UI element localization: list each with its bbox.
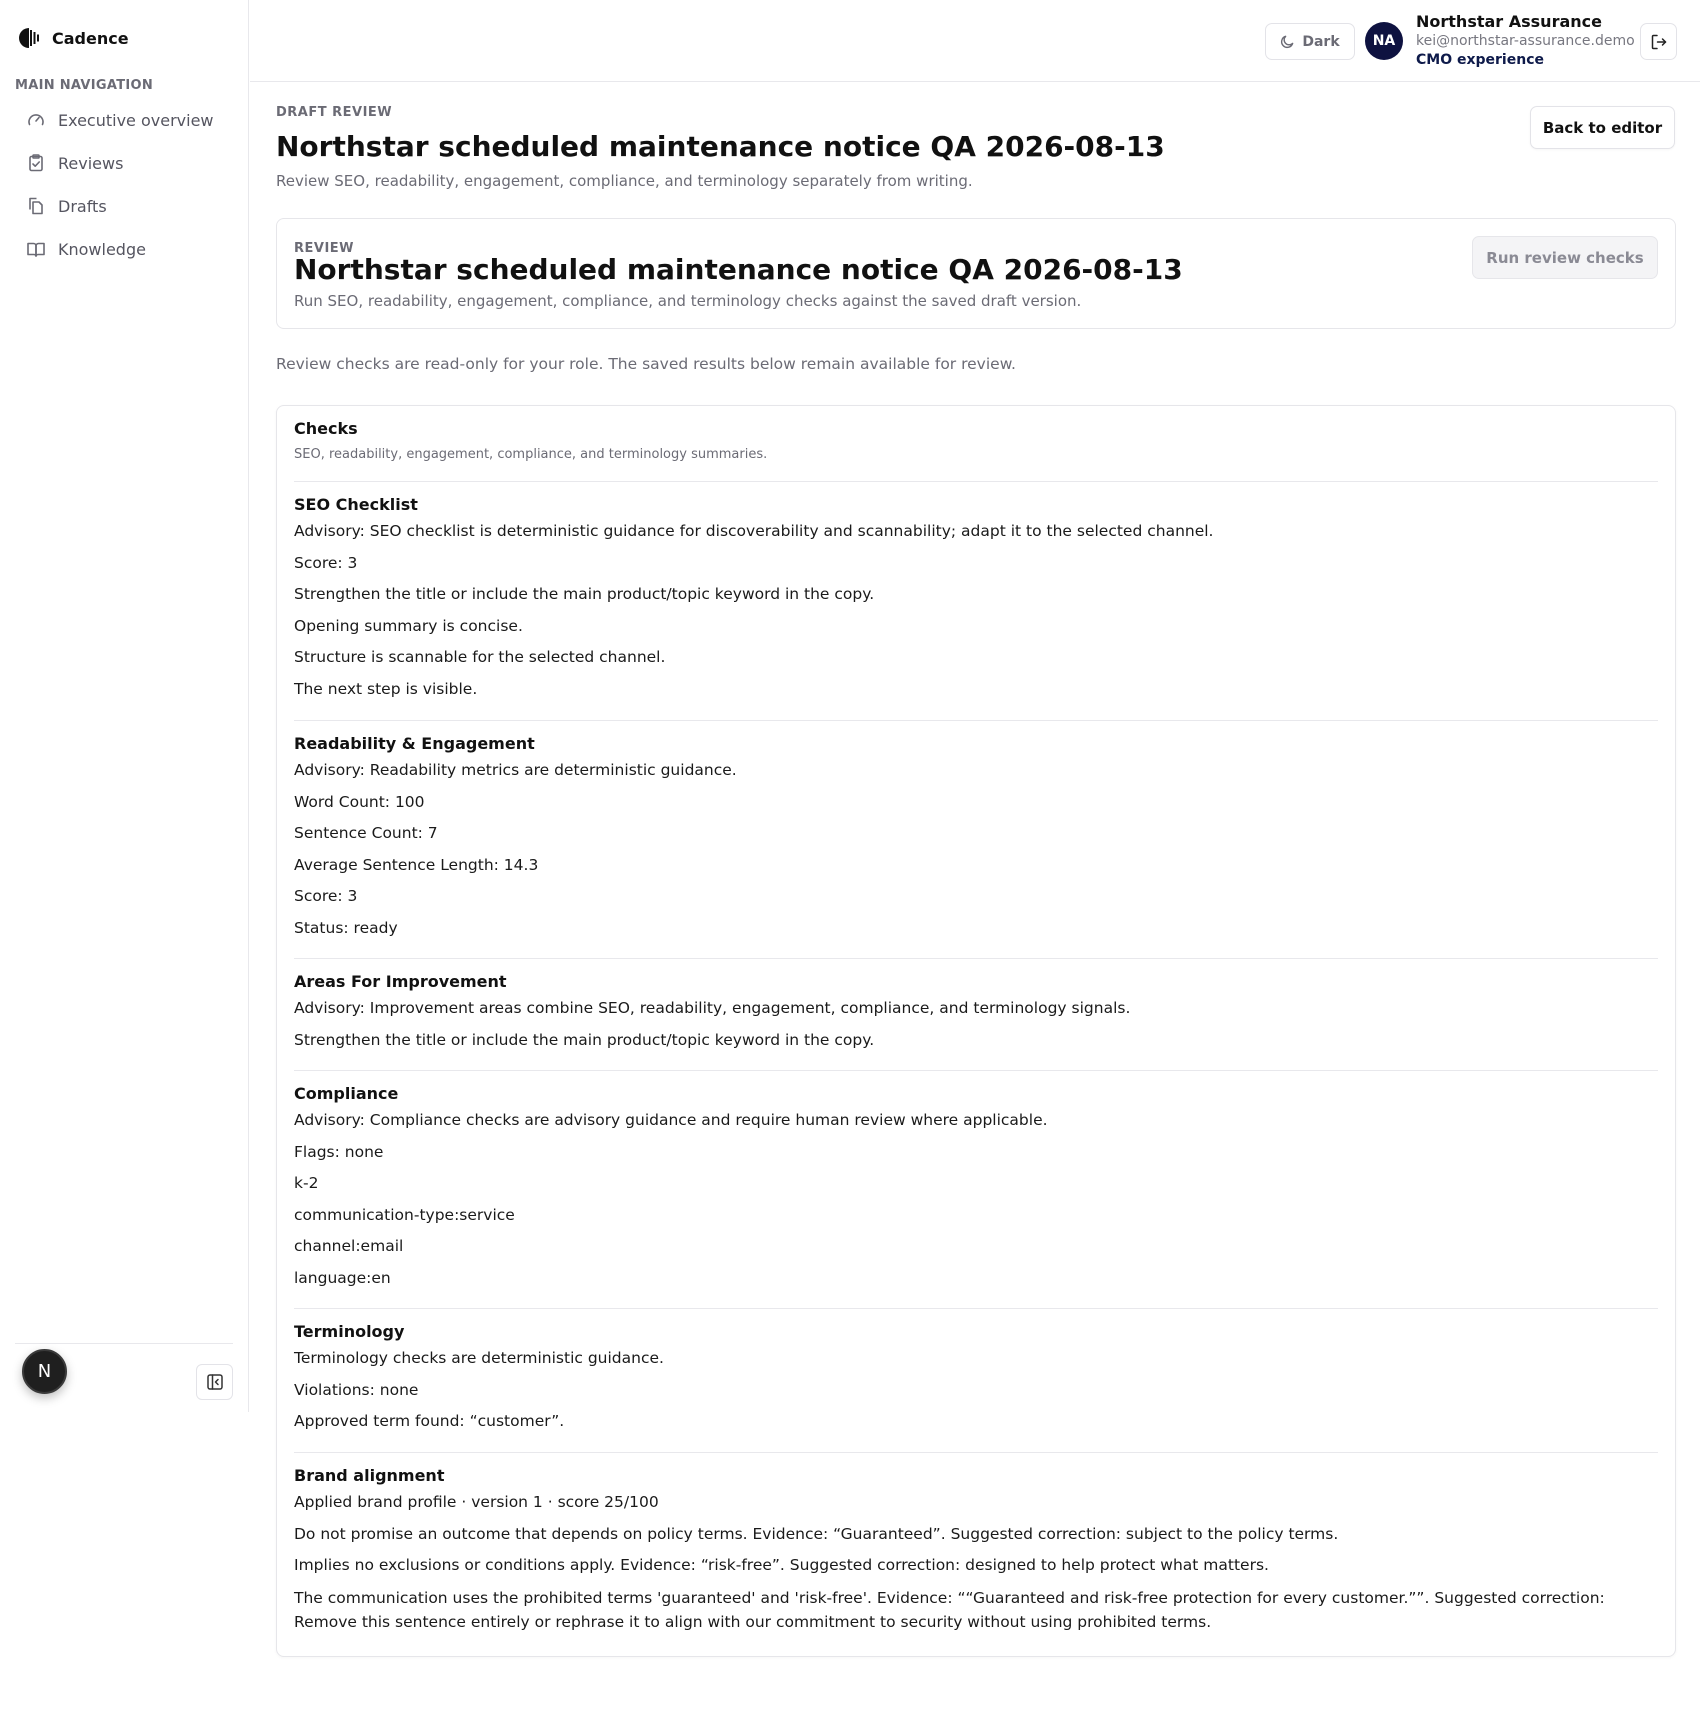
check-line: Advisory: SEO checklist is deterministic guidance for discoverability and scannability; adapt it to the selected channel.	[294, 522, 1214, 540]
compliance-section	[294, 1082, 1658, 1294]
page-eyebrow: DRAFT REVIEW	[276, 105, 393, 120]
clipboard-check-icon	[26, 153, 46, 173]
section-divider	[294, 481, 1658, 482]
check-line: Advisory: Readability metrics are deterministic guidance.	[294, 761, 737, 779]
review-eyebrow: REVIEW	[294, 241, 355, 256]
check-line: Sentence Count: 7	[294, 824, 438, 842]
readability-section	[294, 732, 1658, 944]
check-line: The communication uses the prohibited terms 'guaranteed' and 'risk-free'. Evidence: ““Guaranteed and risk-free protection for every customer.””. Suggested correction: Remove this sentence entirely or rephrase it to align with our commitment to security without using prohibited terms.	[294, 1588, 1605, 1631]
sidebar-divider	[15, 1343, 233, 1344]
seo-checklist-section	[294, 493, 1658, 705]
readonly-note: Review checks are read-only for your role. The saved results below remain available for review.	[276, 355, 1016, 373]
section-divider	[294, 958, 1658, 959]
review-subtitle: Run SEO, readability, engagement, compliance, and terminology checks against the saved draft version.	[294, 292, 1082, 310]
page-subtitle: Review SEO, readability, engagement, compliance, and terminology separately from writing.	[276, 172, 973, 190]
book-open-icon	[26, 239, 46, 259]
sidebar	[0, 0, 249, 1412]
check-line: Violations: none	[294, 1380, 419, 1399]
check-line: Strengthen the title or include the main product/topic keyword in the copy.	[294, 585, 875, 603]
collapse-sidebar-button[interactable]	[196, 1364, 233, 1400]
sidebar-item-knowledge[interactable]	[26, 239, 146, 259]
user-avatar[interactable]: NA	[1365, 22, 1403, 60]
section-title: Compliance	[294, 1084, 399, 1103]
checks-subtitle: SEO, readability, engagement, compliance, and terminology summaries.	[294, 447, 768, 462]
theme-toggle-button[interactable]	[1265, 23, 1355, 60]
terminology-section	[294, 1320, 1658, 1438]
section-title: Brand alignment	[294, 1466, 445, 1485]
sidebar-collapse-icon	[206, 1373, 224, 1391]
check-line: Approved term found: “customer”.	[294, 1412, 565, 1430]
brand-name: Cadence	[52, 28, 129, 48]
logout-button[interactable]	[1640, 23, 1677, 60]
section-divider	[294, 1452, 1658, 1453]
cadence-logo-icon	[18, 26, 40, 50]
sidebar-item-label: Knowledge	[58, 239, 146, 259]
nav-heading: MAIN NAVIGATION	[15, 78, 154, 93]
section-divider	[294, 1070, 1658, 1071]
brand[interactable]	[18, 26, 129, 50]
section-title: SEO Checklist	[294, 495, 418, 514]
checks-card	[276, 405, 1676, 1657]
check-line: Structure is scannable for the selected channel.	[294, 648, 666, 666]
sidebar-item-label: Executive overview	[58, 110, 214, 130]
sidebar-item-label: Drafts	[58, 196, 107, 216]
check-line: Terminology checks are deterministic guidance.	[294, 1349, 664, 1367]
moon-icon	[1280, 34, 1295, 49]
checks-title: Checks	[294, 419, 358, 438]
back-to-editor-button[interactable]: Back to editor	[1530, 106, 1675, 149]
check-line: Score: 3	[294, 887, 358, 905]
check-line: channel:email	[294, 1237, 404, 1255]
check-line: Average Sentence Length: 14.3	[294, 855, 539, 874]
theme-toggle-label: Dark	[1302, 33, 1340, 50]
review-card	[276, 218, 1676, 329]
check-line: Advisory: Compliance checks are advisory guidance and require human review where applicable.	[294, 1111, 1048, 1129]
page-title: Northstar scheduled maintenance notice QA 2026-08-13	[276, 130, 1165, 163]
log-out-icon	[1650, 33, 1668, 51]
brand-alignment-section	[294, 1464, 1658, 1634]
section-divider	[294, 1308, 1658, 1309]
user-name: Northstar Assurance	[1416, 12, 1602, 31]
check-line: Do not promise an outcome that depends on policy terms. Evidence: “Guaranteed”. Suggested correction: subject to the policy terms.	[294, 1524, 1339, 1543]
check-line: communication-type:service	[294, 1205, 515, 1224]
sidebar-item-label: Reviews	[58, 153, 124, 173]
user-role: CMO experience	[1416, 52, 1544, 68]
sidebar-item-reviews[interactable]	[26, 153, 123, 173]
check-line: Advisory: Improvement areas combine SEO, readability, engagement, compliance, and terminology signals.	[294, 999, 1131, 1017]
check-line: language:en	[294, 1268, 391, 1287]
user-email: kei@northstar-assurance.demo	[1416, 33, 1635, 49]
check-line: Implies no exclusions or conditions apply. Evidence: “risk-free”. Suggested correction: designed to help protect what matters.	[294, 1556, 1269, 1574]
areas-for-improvement-section	[294, 970, 1658, 1056]
sidebar-item-executive-overview[interactable]	[26, 110, 214, 130]
check-line: Score: 3	[294, 553, 358, 572]
check-line: k-2	[294, 1174, 319, 1192]
review-title: Northstar scheduled maintenance notice QA 2026-08-13	[294, 253, 1183, 286]
framework-avatar[interactable]: N	[22, 1349, 67, 1394]
sidebar-item-drafts[interactable]	[26, 196, 107, 216]
section-title: Areas For Improvement	[294, 972, 507, 991]
check-line: The next step is visible.	[294, 679, 478, 698]
files-icon	[26, 196, 46, 216]
run-review-checks-button[interactable]: Run review checks	[1472, 236, 1658, 279]
check-line: Flags: none	[294, 1142, 384, 1161]
check-line: Strengthen the title or include the main product/topic keyword in the copy.	[294, 1030, 875, 1049]
check-line: Applied brand profile · version 1 · score 25/100	[294, 1493, 659, 1511]
check-line: Word Count: 100	[294, 792, 425, 811]
check-line: Status: ready	[294, 918, 398, 937]
section-title: Readability & Engagement	[294, 734, 535, 753]
section-title: Terminology	[294, 1322, 405, 1341]
check-line: Opening summary is concise.	[294, 616, 523, 635]
section-divider	[294, 720, 1658, 721]
gauge-icon	[26, 110, 46, 130]
